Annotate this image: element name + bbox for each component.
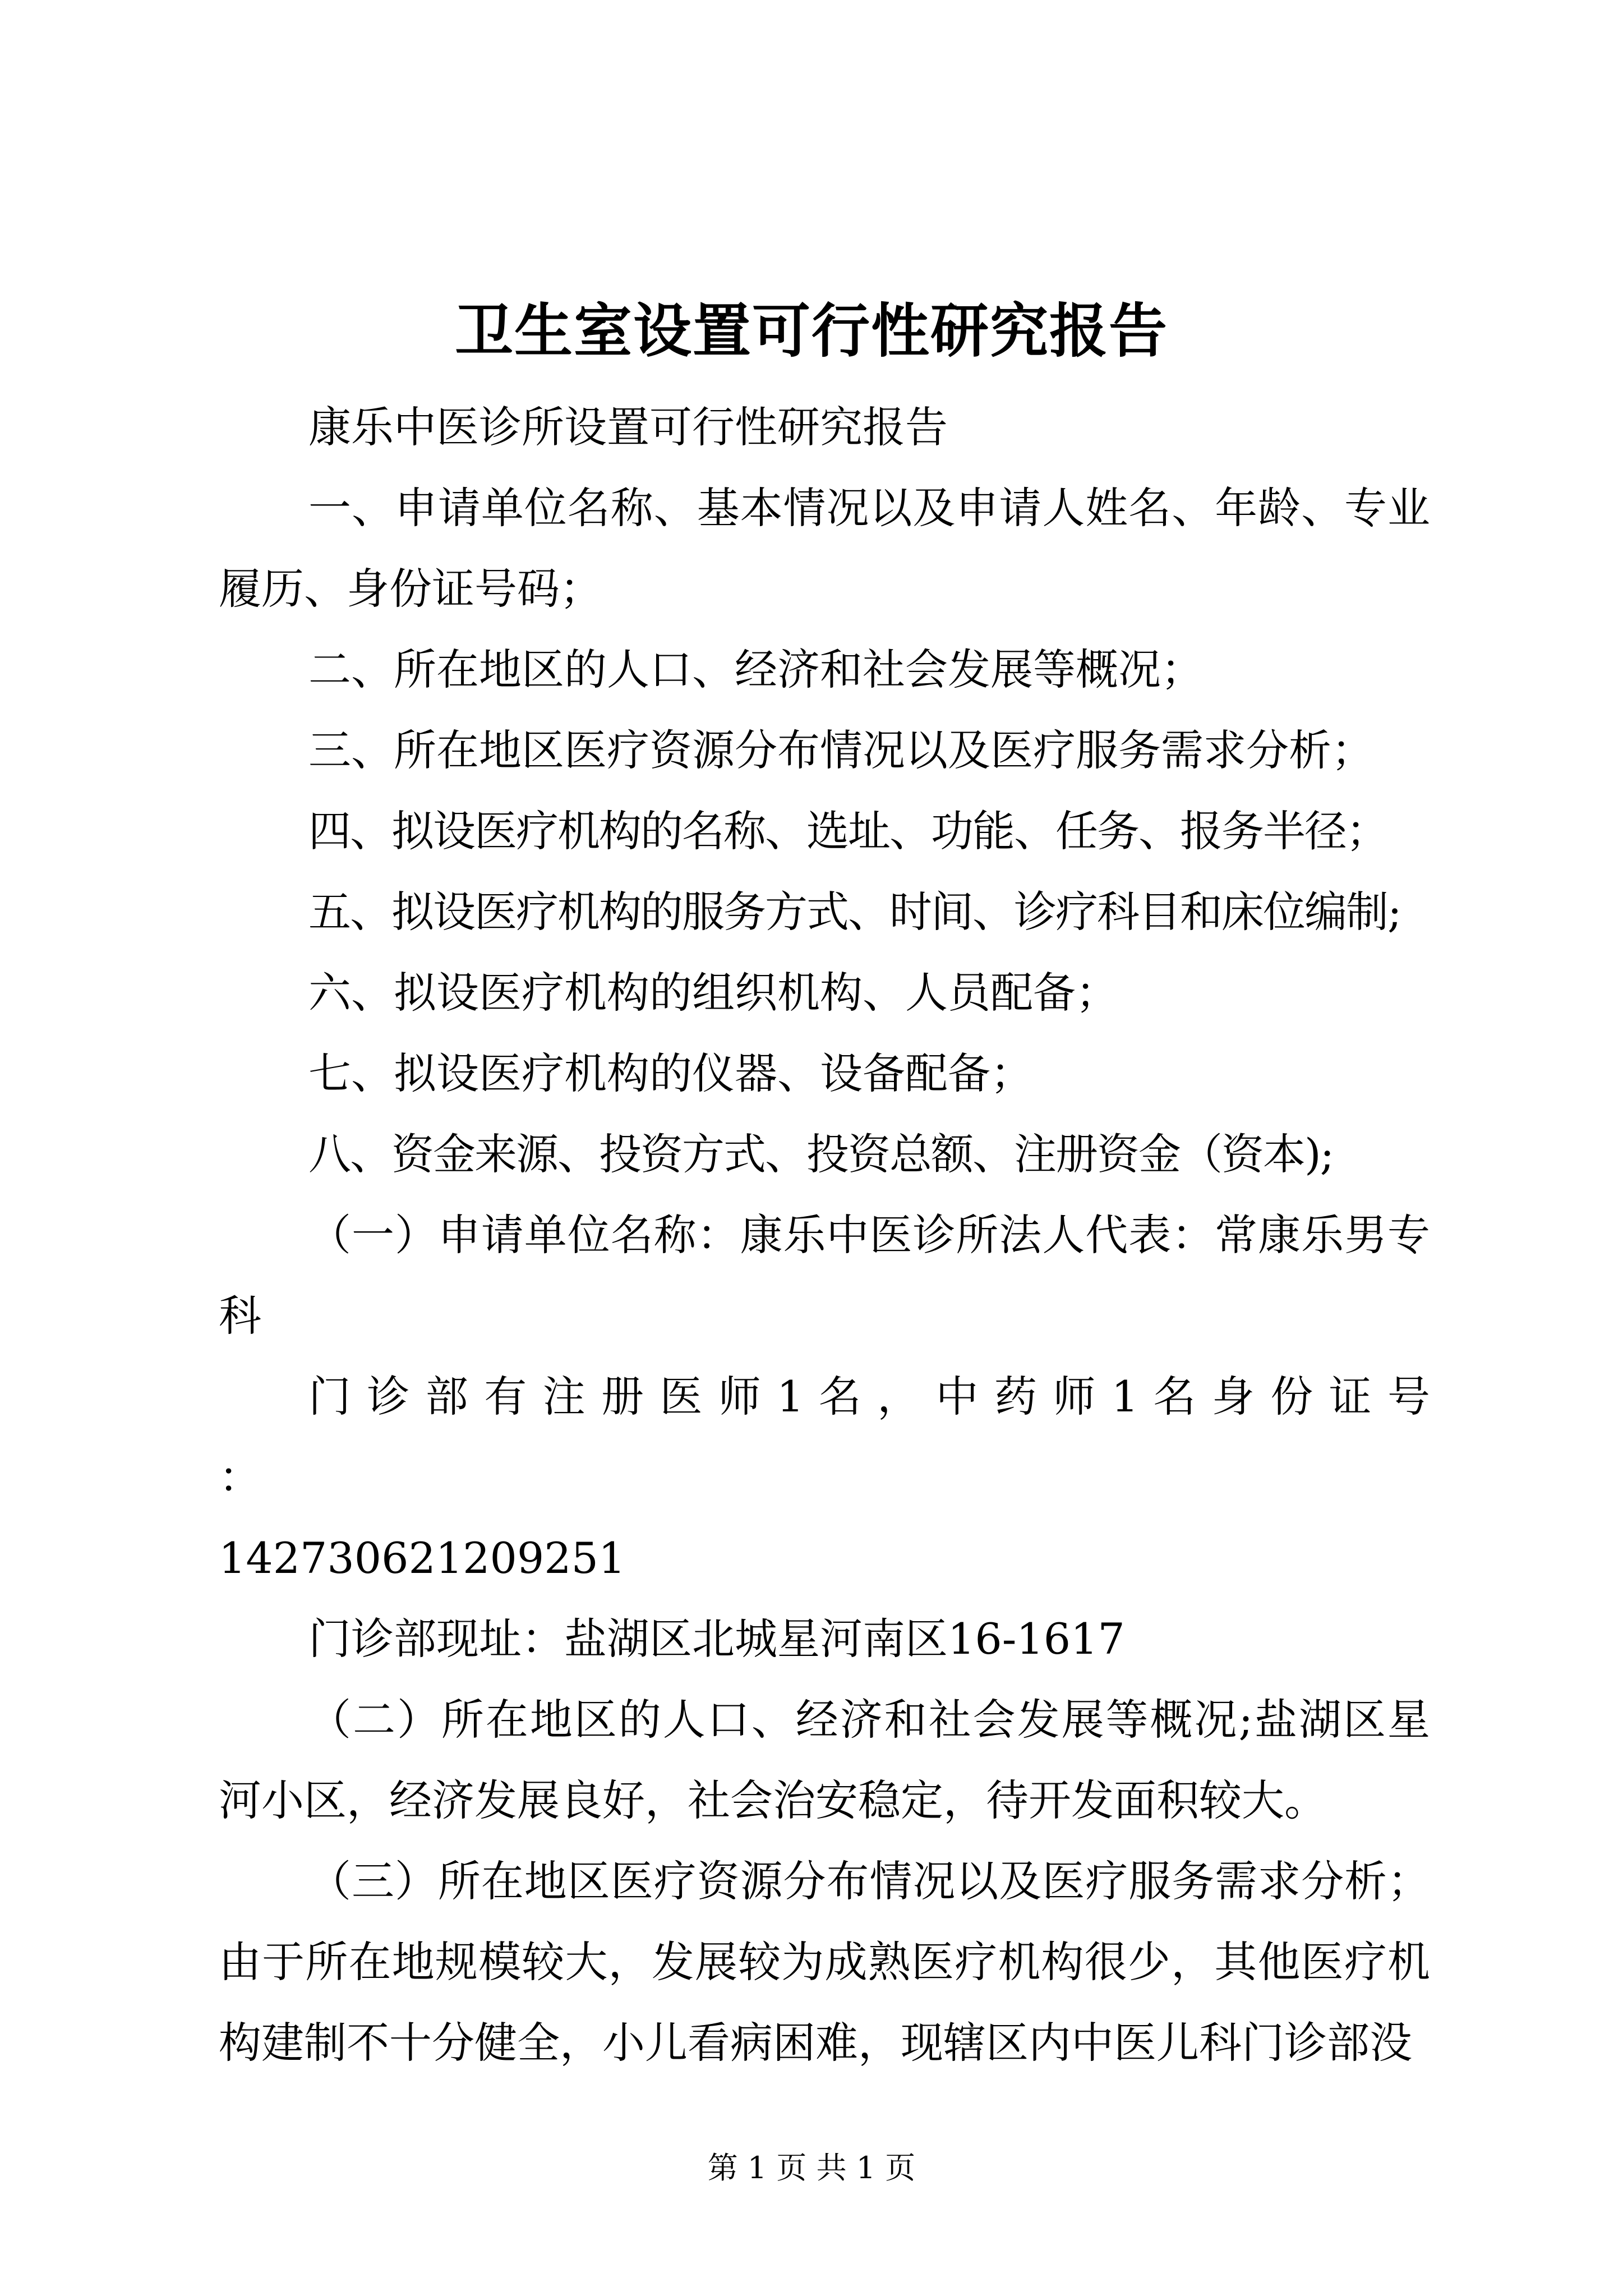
paragraph-item-3: 三、所在地区医疗资源分布情况以及医疗服务需求分析； xyxy=(308,725,1374,775)
paragraph-item-7: 七、拟设医疗机构的仪器、设备配备； xyxy=(308,1048,1033,1098)
paragraph-item-8: 八、资金来源、投资方式、投资总额、注册资金（资本); xyxy=(308,1129,1334,1179)
paragraph-item-4: 四、拟设医疗机构的名称、选址、功能、任务、报务半径； xyxy=(308,806,1387,856)
document-title: 卫生室设置可行性研究报告 xyxy=(454,296,1168,365)
paragraph-staff xyxy=(219,1356,1430,1599)
paragraph-item-6: 六、拟设医疗机构的组织机构、人员配备； xyxy=(308,968,1118,1018)
paragraph-section-3: （三）所在地区医疗资源分布情况以及医疗服务需求分析；由于所在地规模较大，发展较为成熟医疗机构很少，其他医疗机构建制不十分健全，小儿看病困难，现辖区内中医儿科门诊部没 xyxy=(219,1856,1430,2068)
page-footer xyxy=(0,2148,1623,2188)
paragraph-section-1: （一）申请单位名称：康乐中医诊所法人代表：常康乐男专科 xyxy=(219,1210,1430,1341)
page-number-label: 第 1 页 共 1 页 xyxy=(707,2150,916,2185)
paragraph-staff-line-2: 142730621209251 xyxy=(219,1533,626,1583)
paragraph-item-1: 一、申请单位名称、基本情况以及申请人姓名、年龄、专业履历、身份证号码； xyxy=(219,483,1430,614)
paragraph-section-2: （二）所在地区的人口、经济和社会发展等概况;盐湖区星河小区，经济发展良好，社会治安稳定，待开发面积较大。 xyxy=(219,1695,1430,1825)
paragraph-subtitle: 康乐中医诊所设置可行性研究报告 xyxy=(308,402,948,452)
paragraph-item-2: 二、所在地区的人口、经济和社会发展等概况； xyxy=(308,645,1204,694)
paragraph-item-5: 五、拟设医疗机构的服务方式、时间、诊疗科目和床位编制; xyxy=(308,887,1401,937)
paragraph-address: 门诊部现址：盐湖区北城星河南区16-1617 xyxy=(308,1614,1125,1664)
paragraph-staff-line-1: 门 诊 部 有 注 册 医 师 1 名 ， 中 药 师 1 名 身 份 证 号 ： xyxy=(219,1372,1430,1502)
document-body xyxy=(219,387,1430,2083)
